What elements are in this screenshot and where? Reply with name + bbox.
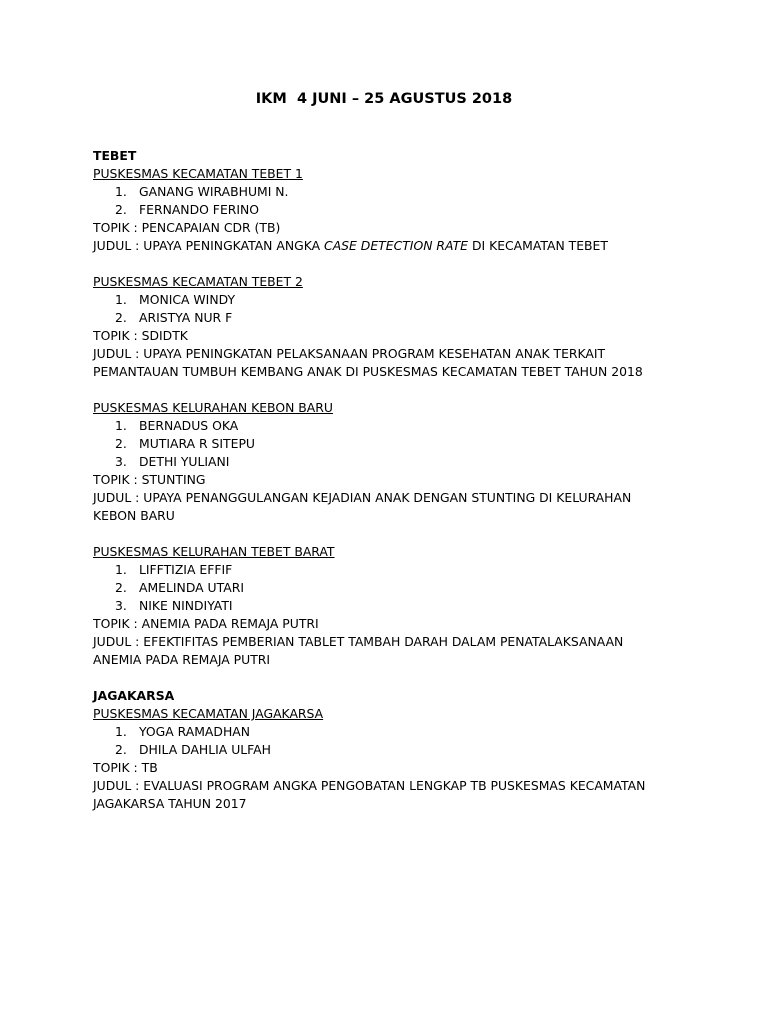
- document-body: [93, 147, 733, 813]
- member-name: AMELINDA UTARI: [139, 580, 244, 595]
- judul-line: [93, 651, 733, 669]
- member-name: FERNANDO FERINO: [139, 202, 260, 217]
- member-number: 1.: [115, 184, 127, 199]
- member-item: [93, 291, 733, 309]
- member-number: 2.: [115, 310, 127, 325]
- member-item: [93, 201, 733, 219]
- member-name: BERNADUS OKA: [139, 418, 239, 433]
- member-item: [93, 723, 733, 741]
- member-name: DETHI YULIANI: [139, 454, 230, 469]
- member-number: 2.: [115, 202, 127, 217]
- member-name: LIFFTIZIA EFFIF: [139, 562, 233, 577]
- member-name: YOGA RAMADHAN: [139, 724, 251, 739]
- member-number: 2.: [115, 580, 127, 595]
- facility-heading: PUSKESMAS KELURAHAN TEBET BARAT: [93, 544, 335, 559]
- document-title: IKM 4 JUNI – 25 AGUSTUS 2018: [255, 91, 513, 107]
- judul-line: [93, 345, 733, 363]
- member-item: [93, 561, 733, 579]
- facility-heading: PUSKESMAS KECAMATAN TEBET 2: [93, 274, 303, 289]
- judul-text: PEMANTAUAN TUMBUH KEMBANG ANAK DI PUSKESMAS KECAMATAN TEBET TAHUN 2018: [93, 364, 643, 379]
- judul-text: KEBON BARU: [93, 508, 175, 523]
- judul-text: JUDUL : UPAYA PENINGKATAN PELAKSANAAN PROGRAM KESEHATAN ANAK TERKAIT: [93, 346, 606, 361]
- member-item: [93, 183, 733, 201]
- facility-heading: PUSKESMAS KELURAHAN KEBON BARU: [93, 400, 333, 415]
- member-item: [93, 741, 733, 759]
- topik-line: TOPIK : SDIDTK: [93, 328, 188, 343]
- member-number: 1.: [115, 418, 127, 433]
- judul-text: JAGAKARSA TAHUN 2017: [93, 796, 247, 811]
- member-item: [93, 417, 733, 435]
- member-item: [93, 309, 733, 327]
- member-item: [93, 579, 733, 597]
- member-item: [93, 597, 733, 615]
- judul-line: [93, 237, 733, 255]
- section-spacer: [93, 381, 733, 399]
- member-number: 1.: [115, 562, 127, 577]
- judul-text: JUDUL : EFEKTIFITAS PEMBERIAN TABLET TAMBAH DARAH DALAM PENATALAKSANAAN: [93, 634, 624, 649]
- member-name: ARISTYA NUR F: [139, 310, 233, 325]
- facility-heading: PUSKESMAS KECAMATAN TEBET 1: [93, 166, 303, 181]
- member-number: 1.: [115, 292, 127, 307]
- judul-text: JUDUL : UPAYA PENANGGULANGAN KEJADIAN ANAK DENGAN STUNTING DI KELURAHAN: [93, 490, 632, 505]
- member-name: GANANG WIRABHUMI N.: [139, 184, 289, 199]
- topik-line: TOPIK : ANEMIA PADA REMAJA PUTRI: [93, 616, 319, 631]
- topik-line: TOPIK : TB: [93, 760, 158, 775]
- judul-line: [93, 489, 733, 507]
- member-name: MONICA WINDY: [139, 292, 236, 307]
- member-number: 1.: [115, 724, 127, 739]
- topik-line: TOPIK : PENCAPAIAN CDR (TB): [93, 220, 281, 235]
- section-spacer: [93, 255, 733, 273]
- judul-line: [93, 633, 733, 651]
- judul-italic-text: CASE DETECTION RATE: [324, 238, 468, 253]
- section-spacer: [93, 525, 733, 543]
- facility-heading: PUSKESMAS KECAMATAN JAGAKARSA: [93, 706, 324, 721]
- member-item: [93, 453, 733, 471]
- section-spacer: [93, 669, 733, 687]
- member-number: 3.: [115, 598, 127, 613]
- judul-line: [93, 507, 733, 525]
- member-name: DHILA DAHLIA ULFAH: [139, 742, 271, 757]
- judul-text: DI KECAMATAN TEBET: [468, 238, 608, 253]
- member-number: 2.: [115, 436, 127, 451]
- judul-text: ANEMIA PADA REMAJA PUTRI: [93, 652, 271, 667]
- member-number: 3.: [115, 454, 127, 469]
- member-name: MUTIARA R SITEPU: [139, 436, 255, 451]
- judul-text: JUDUL : EVALUASI PROGRAM ANGKA PENGOBATAN LENGKAP TB PUSKESMAS KECAMATAN: [93, 778, 646, 793]
- member-item: [93, 435, 733, 453]
- judul-line: [93, 795, 733, 813]
- district-heading: JAGAKARSA: [93, 688, 175, 703]
- member-name: NIKE NINDIYATI: [139, 598, 233, 613]
- judul-line: [93, 777, 733, 795]
- member-number: 2.: [115, 742, 127, 757]
- judul-text: JUDUL : UPAYA PENINGKATAN ANGKA: [93, 238, 325, 253]
- judul-line: [93, 363, 733, 381]
- district-heading: TEBET: [93, 148, 137, 163]
- topik-line: TOPIK : STUNTING: [93, 472, 206, 487]
